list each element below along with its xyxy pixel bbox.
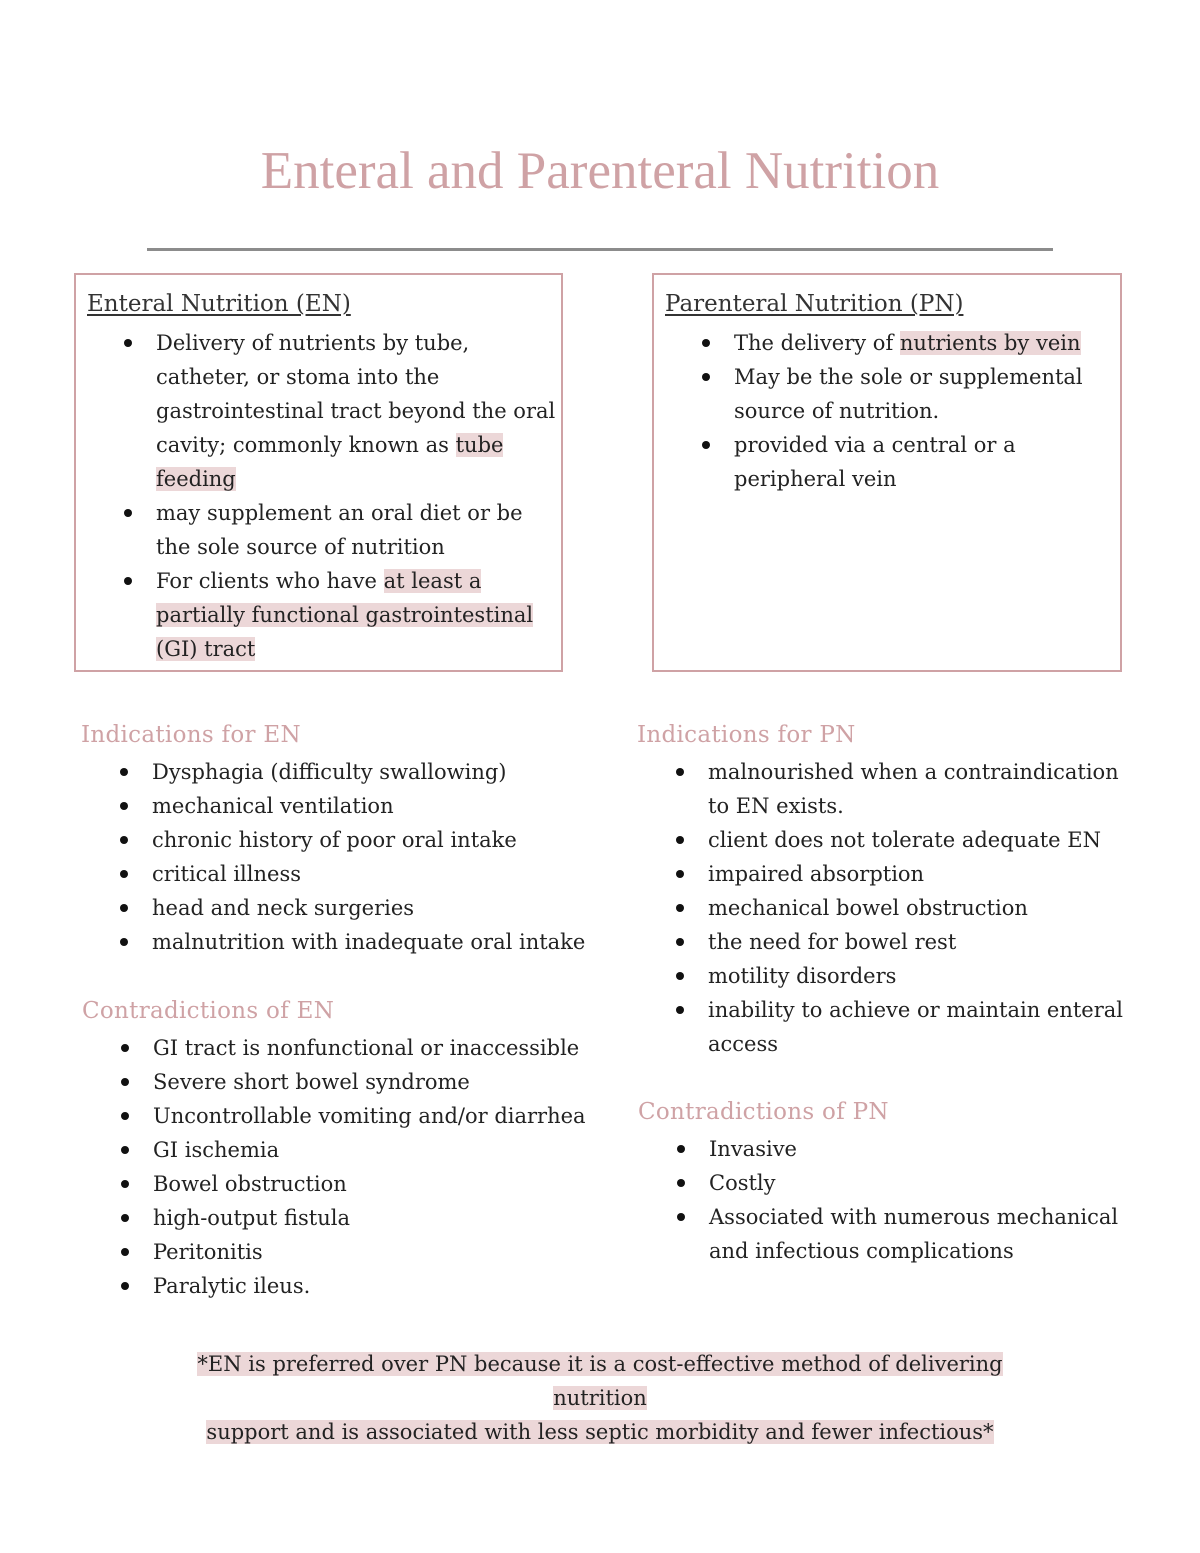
bullet-icon	[121, 1282, 129, 1290]
list-item	[708, 925, 1128, 959]
list-item	[153, 1031, 603, 1065]
parenteral-nutrition-heading: Parenteral Nutrition (PN)	[665, 291, 964, 317]
bullet-icon	[120, 802, 128, 810]
item-text: Severe short bowel syndrome	[153, 1070, 470, 1094]
list-item	[734, 360, 1109, 428]
enteral-nutrition-heading: Enteral Nutrition (EN)	[87, 291, 351, 317]
list-item	[708, 959, 1128, 993]
contradictions-pn-heading: Contradictions of PN	[638, 1099, 889, 1125]
bullet-icon	[677, 1213, 685, 1221]
list-item	[709, 1166, 1129, 1200]
item-text: Invasive	[709, 1137, 797, 1161]
bullet-icon	[120, 836, 128, 844]
bullet-icon	[120, 768, 128, 776]
item-text: high-output fistula	[153, 1206, 350, 1230]
list-item	[152, 789, 592, 823]
bullet-icon	[677, 1179, 685, 1187]
bullet-icon	[676, 904, 684, 912]
contradictions-pn-list	[709, 1132, 1129, 1268]
item-text: Costly	[709, 1171, 776, 1195]
item-text: chronic history of poor oral intake	[152, 828, 517, 852]
item-text: GI tract is nonfunctional or inaccessible	[153, 1036, 580, 1060]
item-text: Delivery of nutrients by tube, catheter, or stoma into the gastrointestinal tract beyond the oral cavity; commonly known as	[156, 331, 556, 457]
indications-en-heading: Indications for EN	[81, 722, 301, 748]
item-text: Bowel obstruction	[153, 1172, 347, 1196]
list-item	[709, 1200, 1129, 1268]
list-item	[708, 857, 1128, 891]
bullet-icon	[121, 1044, 129, 1052]
item-text: client does not tolerate adequate EN	[708, 828, 1101, 852]
list-item	[153, 1235, 603, 1269]
item-text: Associated with numerous mechanical and infectious complications	[709, 1205, 1119, 1263]
item-text: mechanical ventilation	[152, 794, 394, 818]
bullet-icon	[120, 870, 128, 878]
bullet-icon	[121, 1146, 129, 1154]
bullet-icon	[676, 768, 684, 776]
indications-pn-list	[708, 755, 1128, 1061]
item-text: Peritonitis	[153, 1240, 263, 1264]
item-text: critical illness	[152, 862, 301, 886]
bullet-icon	[702, 339, 710, 347]
list-item	[153, 1269, 603, 1303]
enteral-nutrition-box	[74, 273, 563, 672]
highlighted-text: tube feeding	[156, 433, 504, 491]
list-item	[156, 564, 556, 666]
list-item	[153, 1065, 603, 1099]
list-item	[153, 1133, 603, 1167]
bullet-icon	[120, 938, 128, 946]
list-item	[708, 891, 1128, 925]
bullet-icon	[702, 373, 710, 381]
contradictions-en-list	[153, 1031, 603, 1303]
note-line-2: support and is associated with less septic morbidity and fewer infectious*	[206, 1420, 994, 1444]
list-item	[152, 891, 592, 925]
list-item	[152, 823, 592, 857]
item-text: malnourished when a contraindication to EN exists.	[708, 760, 1119, 818]
item-text: head and neck surgeries	[152, 896, 415, 920]
bullet-icon	[124, 339, 132, 347]
page-title: Enteral and Parenteral Nutrition	[260, 142, 940, 200]
list-item	[152, 925, 592, 959]
bullet-icon	[121, 1180, 129, 1188]
bullet-icon	[120, 904, 128, 912]
item-text: mechanical bowel obstruction	[708, 896, 1028, 920]
bullet-icon	[124, 509, 132, 517]
bullet-icon	[121, 1112, 129, 1120]
bullet-icon	[676, 836, 684, 844]
enteral-nutrition-list	[156, 326, 556, 666]
list-item	[709, 1132, 1129, 1166]
highlighted-text: nutrients by vein	[899, 331, 1081, 355]
list-item	[708, 755, 1128, 823]
item-text: The delivery of	[734, 331, 900, 355]
item-text: Paralytic ileus.	[153, 1274, 311, 1298]
list-item	[708, 823, 1128, 857]
title-divider	[147, 248, 1053, 251]
parenteral-nutrition-list	[734, 326, 1109, 496]
item-text: may supplement an oral diet or be the sole source of nutrition	[156, 501, 523, 559]
item-text: impaired absorption	[708, 862, 925, 886]
indications-pn-heading: Indications for PN	[637, 722, 856, 748]
bullet-icon	[676, 972, 684, 980]
item-text: motility disorders	[708, 964, 897, 988]
item-text: For clients who have	[156, 569, 384, 593]
list-item	[153, 1167, 603, 1201]
item-text: Uncontrollable vomiting and/or diarrhea	[153, 1104, 586, 1128]
list-item	[708, 993, 1128, 1061]
item-text: May be the sole or supplemental source of nutrition.	[734, 365, 1083, 423]
list-item	[153, 1099, 603, 1133]
bullet-icon	[676, 870, 684, 878]
item-text: inability to achieve or maintain enteral access	[708, 998, 1124, 1056]
bullet-icon	[121, 1248, 129, 1256]
item-text: provided via a central or a peripheral vein	[734, 433, 1016, 491]
bullet-icon	[676, 1006, 684, 1014]
bullet-icon	[124, 577, 132, 585]
bullet-icon	[121, 1214, 129, 1222]
list-item	[734, 428, 1109, 496]
bullet-icon	[677, 1145, 685, 1153]
item-text: Dysphagia (difficulty swallowing)	[152, 760, 507, 784]
item-text: GI ischemia	[153, 1138, 280, 1162]
note-line-1: *EN is preferred over PN because it is a cost-effective method of delivering nutrition	[197, 1352, 1003, 1410]
list-item	[153, 1201, 603, 1235]
list-item	[156, 326, 556, 496]
list-item	[734, 326, 1109, 360]
parenteral-nutrition-box	[652, 273, 1122, 672]
list-item	[156, 496, 556, 564]
footer-note	[160, 1347, 1040, 1449]
list-item	[152, 857, 592, 891]
item-text: malnutrition with inadequate oral intake	[152, 930, 586, 954]
item-text: the need for bowel rest	[708, 930, 957, 954]
bullet-icon	[121, 1078, 129, 1086]
indications-en-list	[152, 755, 592, 959]
list-item	[152, 755, 592, 789]
contradictions-en-heading: Contradictions of EN	[82, 998, 335, 1024]
highlighted-text: at least a partially functional gastrointestinal (GI) tract	[156, 569, 534, 661]
bullet-icon	[676, 938, 684, 946]
bullet-icon	[702, 441, 710, 449]
